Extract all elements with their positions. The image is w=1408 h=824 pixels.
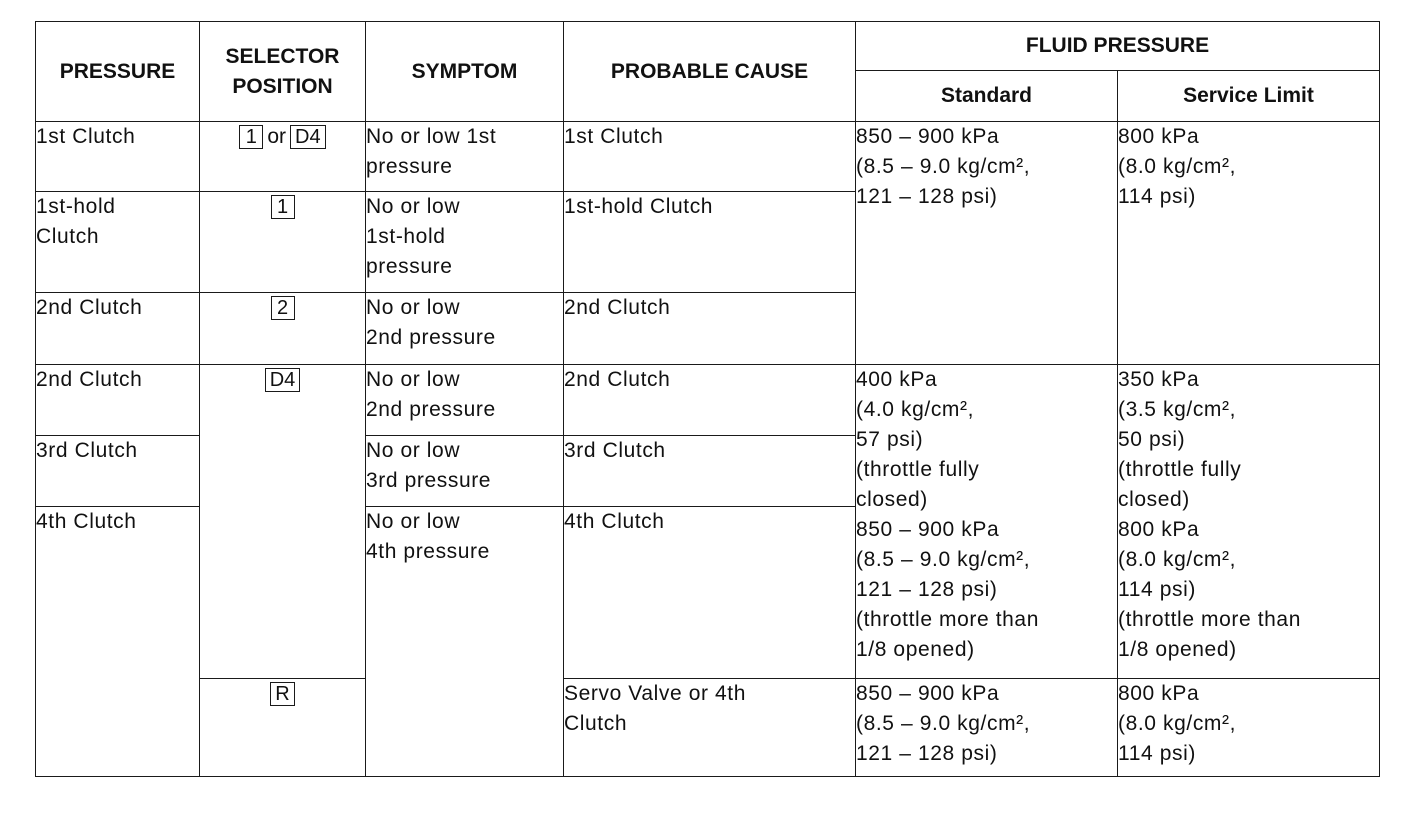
selector-1-box: 1 bbox=[271, 195, 295, 219]
cause-cell: Servo Valve or 4th Clutch bbox=[564, 679, 856, 777]
symptom-cell: No or low 1st-hold pressure bbox=[366, 192, 564, 293]
pressure-cell: 1st Clutch bbox=[36, 122, 200, 192]
table-row bbox=[36, 679, 1380, 777]
selector-cell bbox=[200, 293, 366, 365]
selector-or: or bbox=[267, 125, 287, 148]
header-row bbox=[36, 22, 1380, 71]
cause-cell: 3rd Clutch bbox=[564, 436, 856, 507]
service-limit-cell: 800 kPa (8.0 kg/cm², 114 psi) bbox=[1118, 122, 1380, 365]
selector-cell bbox=[200, 365, 366, 679]
symptom-cell: No or low 2nd pressure bbox=[366, 293, 564, 365]
header-probable-cause: PROBABLE CAUSE bbox=[564, 22, 856, 122]
cause-cell: 1st Clutch bbox=[564, 122, 856, 192]
header-fluid-pressure: FLUID PRESSURE bbox=[856, 22, 1380, 71]
selector-cell bbox=[200, 679, 366, 777]
pressure-diagnosis-table bbox=[35, 21, 1380, 777]
table-row bbox=[36, 365, 1380, 436]
symptom-cell: No or low 2nd pressure bbox=[366, 365, 564, 436]
service-limit-cell: 800 kPa (8.0 kg/cm², 114 psi) bbox=[1118, 679, 1380, 777]
cause-cell: 1st-hold Clutch bbox=[564, 192, 856, 293]
pressure-cell: 4th Clutch bbox=[36, 507, 200, 777]
header-service-limit: Service Limit bbox=[1118, 71, 1380, 122]
symptom-cell: No or low 3rd pressure bbox=[366, 436, 564, 507]
cause-cell: 2nd Clutch bbox=[564, 365, 856, 436]
symptom-cell: No or low 1st pressure bbox=[366, 122, 564, 192]
table-row bbox=[36, 122, 1380, 192]
pressure-cell: 3rd Clutch bbox=[36, 436, 200, 507]
standard-cell: 850 – 900 kPa (8.5 – 9.0 kg/cm², 121 – 128 psi) bbox=[856, 679, 1118, 777]
symptom-cell: No or low 4th pressure bbox=[366, 507, 564, 777]
pressure-cell: 2nd Clutch bbox=[36, 365, 200, 436]
cause-cell: 2nd Clutch bbox=[564, 293, 856, 365]
selector-d4-box: D4 bbox=[290, 125, 326, 149]
header-selector-position bbox=[200, 22, 366, 122]
service-limit-cell: 350 kPa (3.5 kg/cm², 50 psi) (throttle fully closed) 800 kPa (8.0 kg/cm², 114 psi) (throttle more than 1/8 opened) bbox=[1118, 365, 1380, 679]
selector-r-box: R bbox=[270, 682, 294, 706]
standard-cell: 850 – 900 kPa (8.5 – 9.0 kg/cm², 121 – 128 psi) bbox=[856, 122, 1118, 365]
header-symptom: SYMPTOM bbox=[366, 22, 564, 122]
standard-cell: 400 kPa (4.0 kg/cm², 57 psi) (throttle fully closed) 850 – 900 kPa (8.5 – 9.0 kg/cm², 121 – 128 psi) (throttle more than 1/8 opened) bbox=[856, 365, 1118, 679]
pressure-cell: 1st-hold Clutch bbox=[36, 192, 200, 293]
header-standard: Standard bbox=[856, 71, 1118, 122]
pressure-cell: 2nd Clutch bbox=[36, 293, 200, 365]
selector-2-box: 2 bbox=[271, 296, 295, 320]
selector-d4-box: D4 bbox=[265, 368, 301, 392]
selector-1-box: 1 bbox=[239, 125, 263, 149]
header-pressure: PRESSURE bbox=[36, 22, 200, 122]
selector-cell bbox=[200, 122, 366, 192]
cause-cell: 4th Clutch bbox=[564, 507, 856, 679]
header-selector-line2: POSITION bbox=[232, 74, 333, 98]
selector-cell bbox=[200, 192, 366, 293]
header-selector-line1: SELECTOR bbox=[225, 44, 340, 68]
